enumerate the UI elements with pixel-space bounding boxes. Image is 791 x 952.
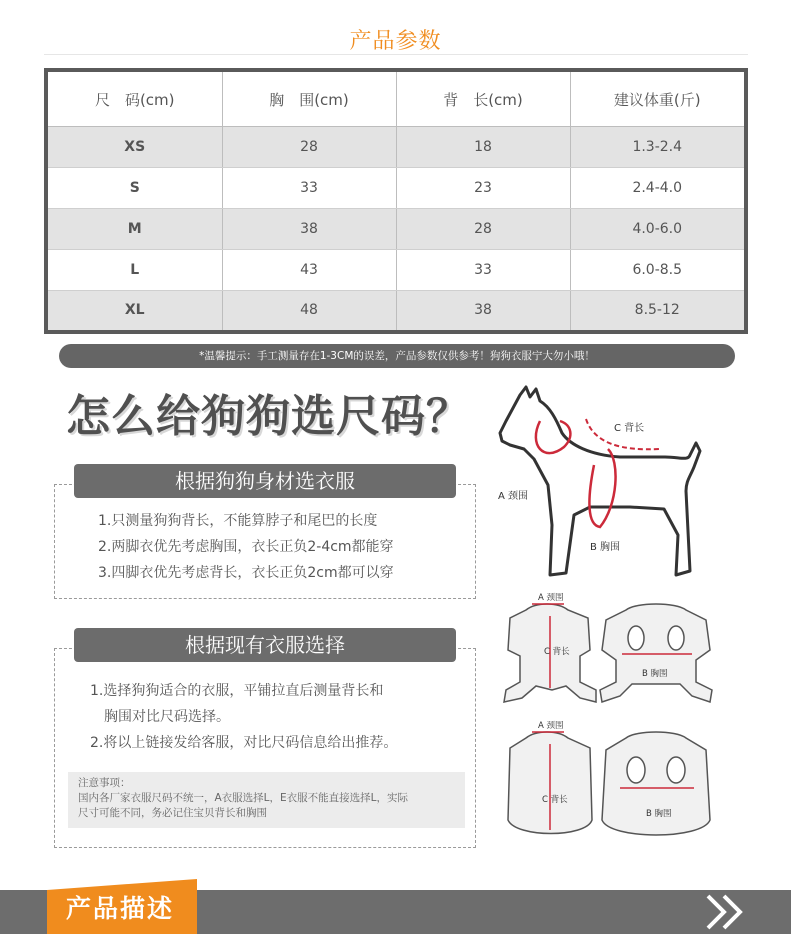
chest-label: B 胸围 — [590, 542, 621, 553]
list-item: 2.将以上链接发给客服，对比尺码信息给出推荐。 — [90, 735, 398, 751]
back-label: C 背长 — [614, 423, 645, 434]
front-four-leg-garment — [504, 593, 596, 702]
tip-bar: *温馨提示：手工测量存在1-3CM的误差，产品参数仅供参考！狗狗衣服宁大勿小哦！ — [59, 344, 735, 368]
table-row — [48, 290, 744, 330]
size-table — [44, 68, 748, 334]
list-item: 胸围对比尺码选择。 — [104, 709, 230, 725]
garment-measurement-illustration — [496, 590, 726, 860]
header-back: 背 长(cm) — [396, 72, 570, 127]
vest-chest-label: B 胸围 — [646, 809, 672, 819]
cell-size: M — [48, 208, 222, 249]
body-tips-list — [98, 508, 394, 586]
table-header-row — [48, 72, 744, 127]
table-row — [48, 167, 744, 208]
header-size: 尺 码(cm) — [48, 72, 222, 127]
cell-chest: 33 — [222, 167, 396, 208]
cell-weight: 8.5-12 — [570, 290, 744, 330]
cell-size: L — [48, 249, 222, 290]
cell-weight: 1.3-2.4 — [570, 127, 744, 168]
dog-measurement-illustration — [490, 385, 710, 595]
note-line: 国内各厂家衣服尺码不统一，A衣服选择L，E衣服不能直接选择L，实际 — [78, 792, 409, 804]
double-chevron-icon — [702, 890, 752, 934]
vest-back-label: C 背长 — [542, 795, 568, 805]
clothes-tips-list — [90, 678, 397, 756]
cell-weight: 2.4-4.0 — [570, 167, 744, 208]
cell-chest: 48 — [222, 290, 396, 330]
front-vest-garment — [508, 721, 592, 834]
neck-label: A 颈围 — [498, 491, 529, 502]
cell-back: 38 — [396, 290, 570, 330]
cell-back: 28 — [396, 208, 570, 249]
list-item: 1.只测量狗狗背长，不能算脖子和尾巴的长度 — [98, 513, 378, 529]
front-back-label: C 背长 — [544, 647, 570, 657]
cell-back: 23 — [396, 167, 570, 208]
front-neck-label: A 颈围 — [538, 593, 564, 603]
note-box — [68, 772, 465, 828]
cell-chest: 38 — [222, 208, 396, 249]
header-weight: 建议体重(斤) — [570, 72, 744, 127]
back-four-leg-garment — [600, 604, 712, 702]
cell-back: 33 — [396, 249, 570, 290]
list-item: 3.四脚衣优先考虑背长，衣长正负2cm都可以穿 — [98, 565, 394, 581]
table-row — [48, 208, 744, 249]
section-title: 产品参数 — [349, 29, 442, 54]
list-item: 1.选择狗狗适合的衣服，平铺拉直后测量背长和 — [90, 683, 384, 699]
clothes-section-heading: 根据现有衣服选择 — [74, 628, 456, 662]
table-row — [48, 249, 744, 290]
note-line: 尺寸可能不同，务必记住宝贝背长和胸围 — [78, 807, 267, 819]
cell-size: S — [48, 167, 222, 208]
cell-back: 18 — [396, 127, 570, 168]
chest-line — [589, 449, 615, 527]
cell-chest: 43 — [222, 249, 396, 290]
back-vest-garment — [602, 732, 710, 835]
table-row — [48, 127, 744, 168]
note-title: 注意事项： — [78, 777, 131, 789]
cell-size: XS — [48, 127, 222, 168]
title-divider — [44, 54, 748, 55]
body-section-heading: 根据狗狗身材选衣服 — [74, 464, 456, 498]
cell-weight: 6.0-8.5 — [570, 249, 744, 290]
list-item: 2.两脚衣优先考虑胸围，衣长正负2-4cm都能穿 — [98, 539, 394, 555]
vest-neck-label: A 颈围 — [538, 721, 564, 731]
how-to-choose-title: 怎么给狗狗选尺码？ — [66, 391, 471, 442]
cell-chest: 28 — [222, 127, 396, 168]
cell-size: XL — [48, 290, 222, 330]
product-description-label: 产品描述 — [66, 894, 175, 923]
header-chest: 胸 围(cm) — [222, 72, 396, 127]
cell-weight: 4.0-6.0 — [570, 208, 744, 249]
back-chest-label: B 胸围 — [642, 669, 668, 679]
